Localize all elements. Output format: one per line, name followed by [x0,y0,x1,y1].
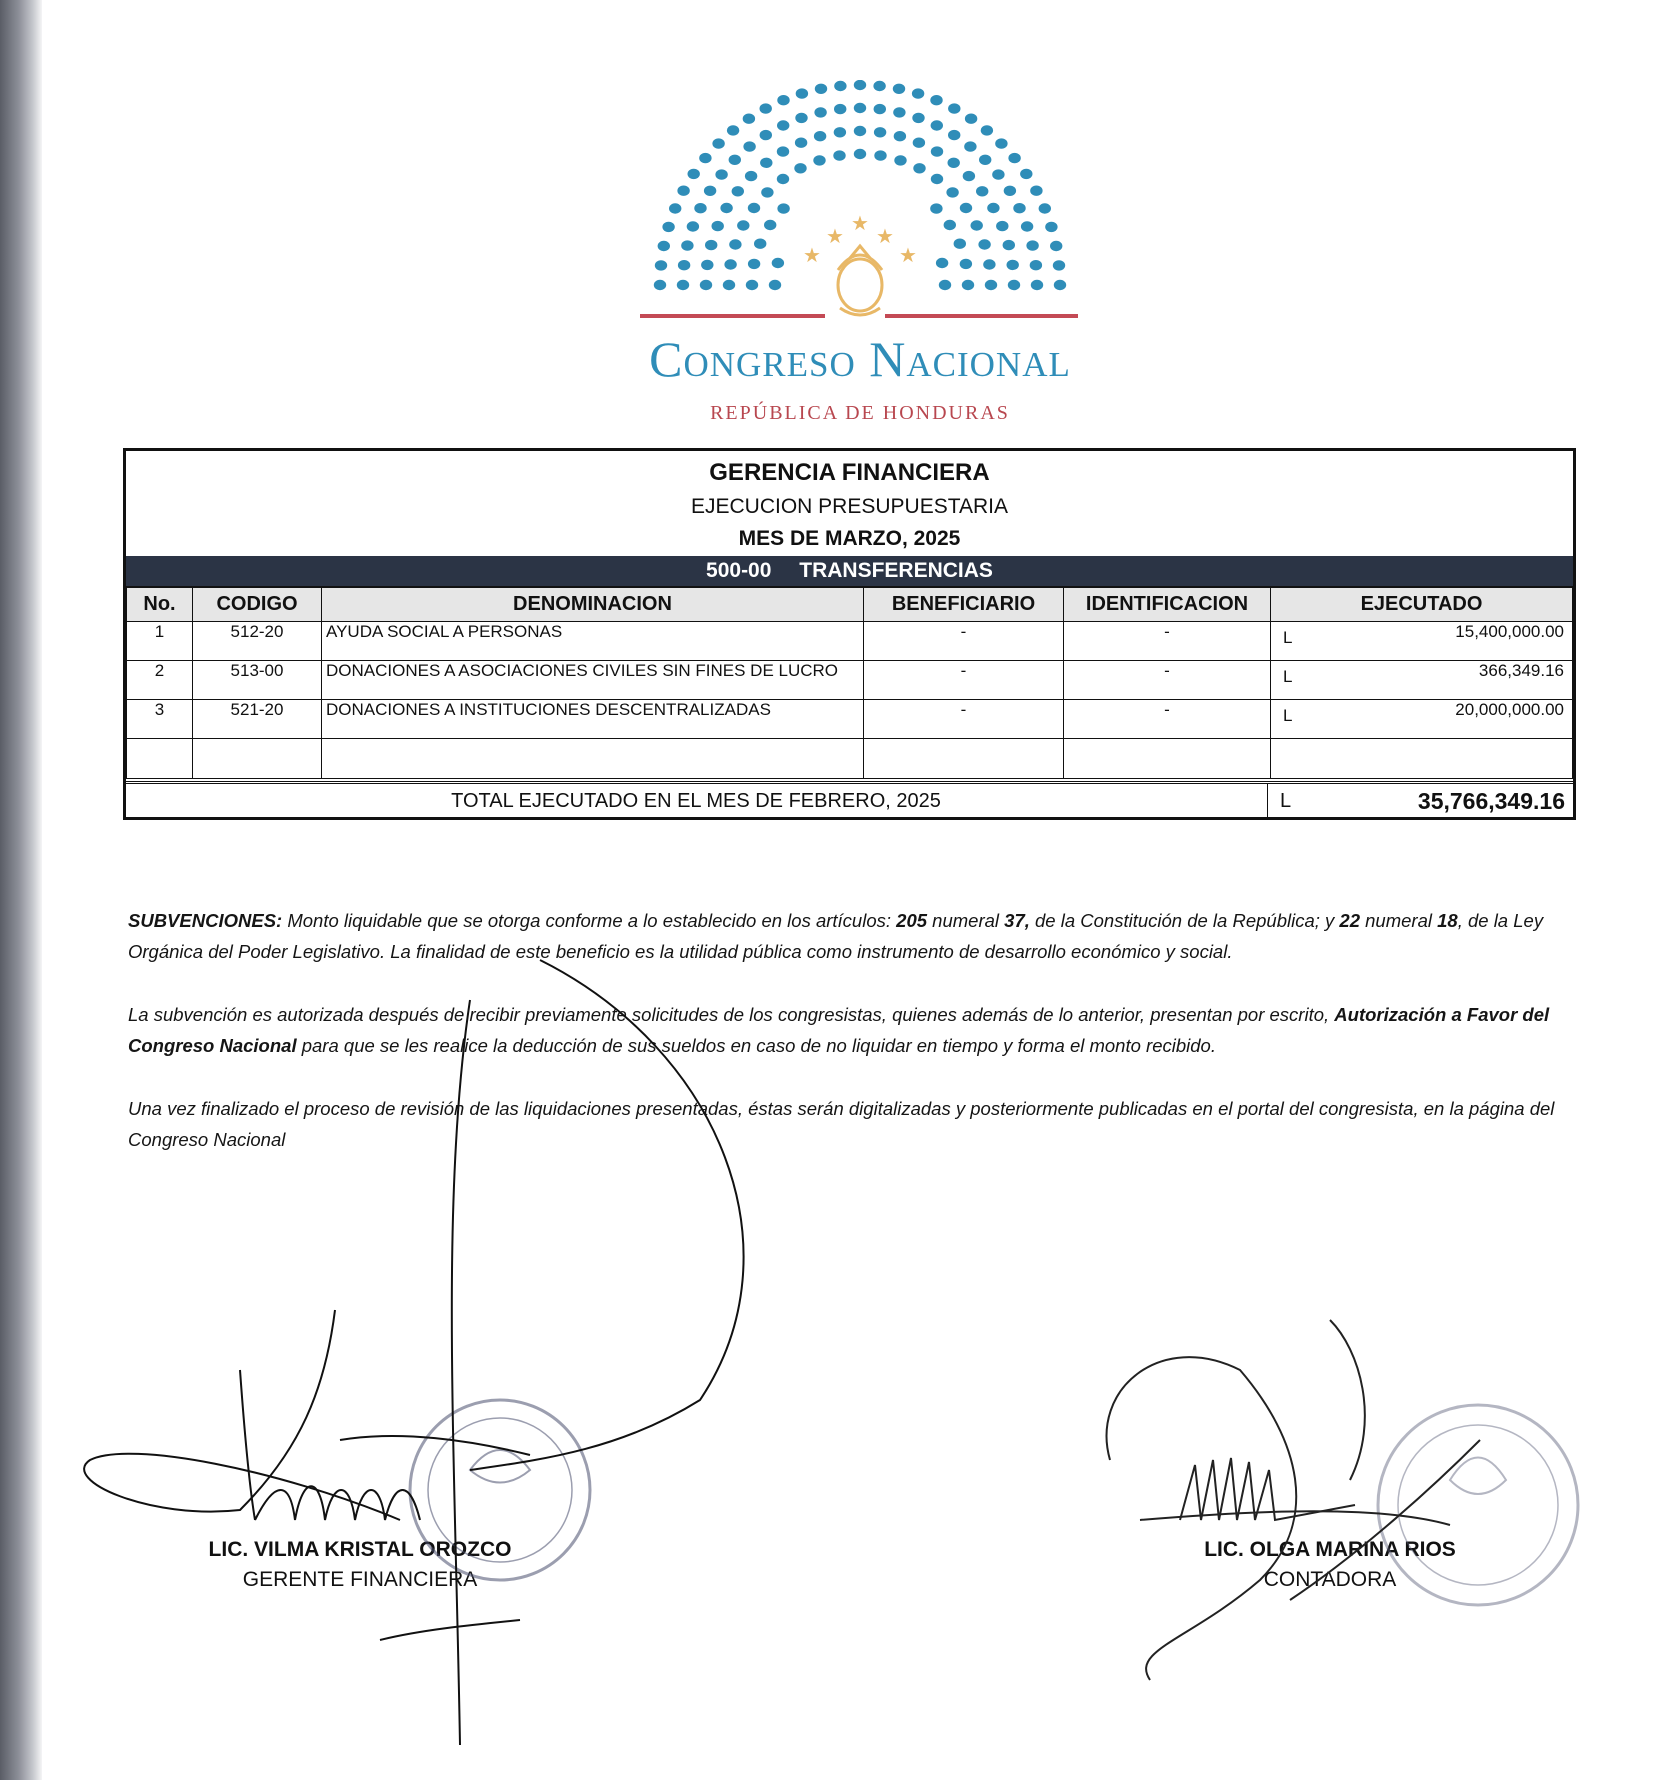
currency-symbol: L [1283,627,1293,647]
section-code: 500-00 [706,559,772,582]
seat-dot [834,104,846,114]
authorization-paragraph [128,999,1578,1061]
seat-dot [729,239,741,249]
executed-amount: 366,349.16 [1478,660,1564,680]
row-identification: - [1064,660,1271,699]
seat-dot [894,155,906,165]
seat-dot [963,171,975,181]
parliament-dots-emblem [600,80,1120,330]
transfers-grid [126,586,1573,779]
seat-dot [712,138,724,148]
col-header-identificacion: IDENTIFICACION [1064,587,1271,621]
seat-dot [712,221,724,231]
seat-dot [854,126,866,136]
star-icon: ★ [826,226,844,248]
seat-dot [912,113,924,123]
seat-dot [813,155,825,165]
star-icon: ★ [876,226,894,248]
row-beneficiary: - [864,699,1064,738]
seat-dot [1045,222,1057,232]
seat-dot [777,174,789,184]
total-currency: L [1280,790,1292,812]
row-executed [1271,660,1573,699]
seat-dot [743,114,755,124]
seat-dot [854,103,866,113]
seat-dot [981,125,993,135]
congreso-nacional-logo [600,80,1120,430]
subventions-lead: SUBVENCIONES: [128,910,283,931]
seat-dot [948,103,960,113]
seat-dot [678,260,690,270]
signer-name-right: LIC. OLGA MARINA RIOS [1204,1538,1456,1561]
seat-dot [777,120,789,130]
total-executed [1267,784,1573,817]
seat-dot [965,114,977,124]
row-number: 1 [127,621,193,660]
seat-dot [931,146,943,156]
seat-dot [677,280,689,290]
seat-dot [715,169,727,179]
text-fragment: de la Constitución de la República; y [1029,910,1340,931]
currency-symbol: L [1283,705,1293,725]
numeral-number: 37, [1004,910,1030,931]
seat-dot [1007,260,1019,270]
seat-dot [874,104,886,114]
seat-dot [983,259,995,269]
signer-role-left: GERENTE FINANCIERA [242,1568,478,1591]
table-header-row [127,587,1573,621]
seat-dot [936,258,948,268]
seat-dot [658,241,670,251]
seat-dot [772,258,784,268]
row-identification: - [1064,621,1271,660]
seat-dot [1050,241,1062,251]
text-fragment: Monto liquidable que se otorga conforme a lo establecido en los artículos: [282,910,897,931]
seat-dot [1020,169,1032,179]
text-fragment: La subvención es autorizada después de recibir previamente solicitudes de los congresistas, quienes además de lo anterior, presentan por escrito, [128,1004,1335,1025]
row-denomination: AYUDA SOCIAL A PERSONAS [322,621,864,660]
seat-dot [1053,260,1065,270]
seat-dot [655,260,667,270]
seat-dot [1021,221,1033,231]
seat-dot [748,259,760,269]
star-icon: ★ [803,245,821,267]
seat-dot [1008,280,1020,290]
report-period: MES DE MARZO, 2025 [738,527,961,550]
seat-dot [944,220,956,230]
seat-dot [873,81,885,91]
currency-symbol: L [1283,666,1293,686]
seat-dot [960,203,972,213]
budget-execution-table [123,448,1576,820]
seat-dot [737,220,749,230]
table-row [127,699,1573,738]
signature-block-left [180,1538,540,1592]
seat-dot [760,103,772,113]
seat-dot [729,155,741,165]
total-amount: 35,766,349.16 [1417,788,1565,814]
seat-dot [960,259,972,269]
seat-dot [777,203,789,213]
table-row [127,621,1573,660]
seat-dot [769,280,781,290]
signature-block-right [1160,1538,1500,1592]
section-header [126,556,1573,586]
seat-dot [834,127,846,137]
text-fragment: numeral [1360,910,1438,931]
col-header-beneficiario: BENEFICIARIO [864,587,1064,621]
logo-subtitle: REPÚBLICA DE HONDURAS [710,402,1010,424]
row-denomination: DONACIONES A ASOCIACIONES CIVILES SIN FINES DE LUCRO [322,660,864,699]
executed-amount: 15,400,000.00 [1455,621,1564,641]
seat-dot [814,107,826,117]
seat-dot [833,150,845,160]
seat-dot [654,280,666,290]
scan-edge-shadow [0,0,42,1780]
seat-dot [1030,260,1042,270]
seat-dot [874,150,886,160]
seat-dot [760,158,772,168]
text-fragment: numeral [927,910,1005,931]
seat-dot [1013,203,1025,213]
row-executed [1271,699,1573,738]
total-row [126,781,1573,817]
seat-dot [681,240,693,250]
row-beneficiary: - [864,660,1064,699]
row-code: 512-20 [193,621,322,660]
star-icon: ★ [851,213,869,235]
seat-dot [1039,203,1051,213]
row-executed [1271,621,1573,660]
seat-dot [687,221,699,231]
seat-dot [979,155,991,165]
subventions-paragraph [128,905,1578,967]
seat-dot [954,239,966,249]
col-header-ejecutado: EJECUTADO [1271,587,1573,621]
row-denomination: DONACIONES A INSTITUCIONES DESCENTRALIZADAS [322,699,864,738]
seat-dot [939,280,951,290]
signer-role-right: CONTADORA [1263,1568,1397,1591]
seat-dot [996,221,1008,231]
seat-dot [854,149,866,159]
seat-dot [761,187,773,197]
seat-dot [893,84,905,94]
seat-dot [995,138,1007,148]
seat-dot [815,84,827,94]
seat-dot [748,203,760,213]
seat-dot [931,174,943,184]
seat-dot [964,141,976,151]
col-header-no: No. [127,587,193,621]
seat-dot [912,88,924,98]
seat-dot [743,141,755,151]
seat-dot [662,222,674,232]
notes-section [128,905,1578,1187]
seat-dot [764,220,776,230]
seat-dot [795,138,807,148]
report-title: GERENCIA FINANCIERA [709,459,990,486]
text-fragment: para que se les realice la deducción de sus sueldos en caso de no liquidar en tiempo y forma el monto recibido. [296,1035,1216,1056]
seat-dot [794,163,806,173]
seat-dot [746,280,758,290]
col-header-codigo: CODIGO [193,587,322,621]
seat-dot [1054,280,1066,290]
seat-dot [1004,186,1016,196]
authorization-bold: Autorización a Favor del Congreso Nacional [128,1004,1550,1056]
seat-dot [720,203,732,213]
seat-dot [931,120,943,130]
seat-dot [1030,186,1042,196]
total-label: TOTAL EJECUTADO EN EL MES DE FEBRERO, 2025 [451,790,941,812]
seat-dot [834,81,846,91]
seat-dot [699,153,711,163]
seat-dot [894,131,906,141]
seat-dot [732,186,744,196]
seat-dot [976,186,988,196]
seat-dot [946,187,958,197]
seat-dot [760,130,772,140]
table-row [127,660,1573,699]
row-number: 2 [127,660,193,699]
seat-dot [913,163,925,173]
seat-dot [723,280,735,290]
numeral-number: 18 [1437,910,1458,931]
seat-dot [854,80,866,90]
seat-dot [992,169,1004,179]
seat-dot [985,280,997,290]
section-name: TRANSFERENCIAS [799,559,993,582]
seat-dot [705,240,717,250]
seat-dot [893,107,905,117]
report-subtitle: EJECUCION PRESUPUESTARIA [691,495,1008,518]
seat-dot [814,131,826,141]
seat-dot [987,203,999,213]
empty-table-row [127,738,1573,778]
seat-dot [688,169,700,179]
seat-dot [701,260,713,270]
article-number: 22 [1339,910,1360,931]
seat-dot [930,203,942,213]
logo-title: Congreso Nacional [649,331,1071,387]
seat-dot [796,88,808,98]
star-icon: ★ [899,245,917,267]
text-fragment: , de la Ley Orgánica del Poder Legislativo. La finalidad de este beneficio es la utilidad pública como instrumento de desarrollo económico y social. [128,910,1544,962]
seat-dot [754,239,766,249]
seat-dot [1031,280,1043,290]
seat-dot [669,203,681,213]
seat-dot [948,130,960,140]
seat-dot [1026,240,1038,250]
seat-dot [1003,240,1015,250]
publication-paragraph: Una vez finalizado el proceso de revisión de las liquidaciones presentadas, éstas serán digitalizadas y posteriormente publicadas en el portal del congresista, en la página del Congreso Nacional [128,1098,1555,1150]
seat-dot [677,186,689,196]
seat-dot [694,203,706,213]
seat-dot [1008,153,1020,163]
seat-dot [978,239,990,249]
row-code: 521-20 [193,699,322,738]
executed-amount: 20,000,000.00 [1455,699,1564,719]
row-number: 3 [127,699,193,738]
seat-dot [971,220,983,230]
article-number: 205 [896,910,928,931]
seat-dot [930,95,942,105]
seat-dot [874,127,886,137]
seat-dot [913,138,925,148]
seat-dot [948,158,960,168]
seat-dot [745,171,757,181]
seat-dot [777,95,789,105]
col-header-denominacion: DENOMINACION [322,587,864,621]
seat-dot [962,280,974,290]
row-code: 513-00 [193,660,322,699]
seat-dot [777,146,789,156]
seat-dot [795,113,807,123]
seat-dot [724,259,736,269]
row-beneficiary: - [864,621,1064,660]
coat-of-arms-icon [838,246,882,315]
seat-dot [700,280,712,290]
handwritten-signature-right-icon [1107,1320,1480,1680]
seat-dot [704,186,716,196]
seat-dot [727,125,739,135]
signer-name-left: LIC. VILMA KRISTAL OROZCO [208,1538,512,1561]
row-identification: - [1064,699,1271,738]
